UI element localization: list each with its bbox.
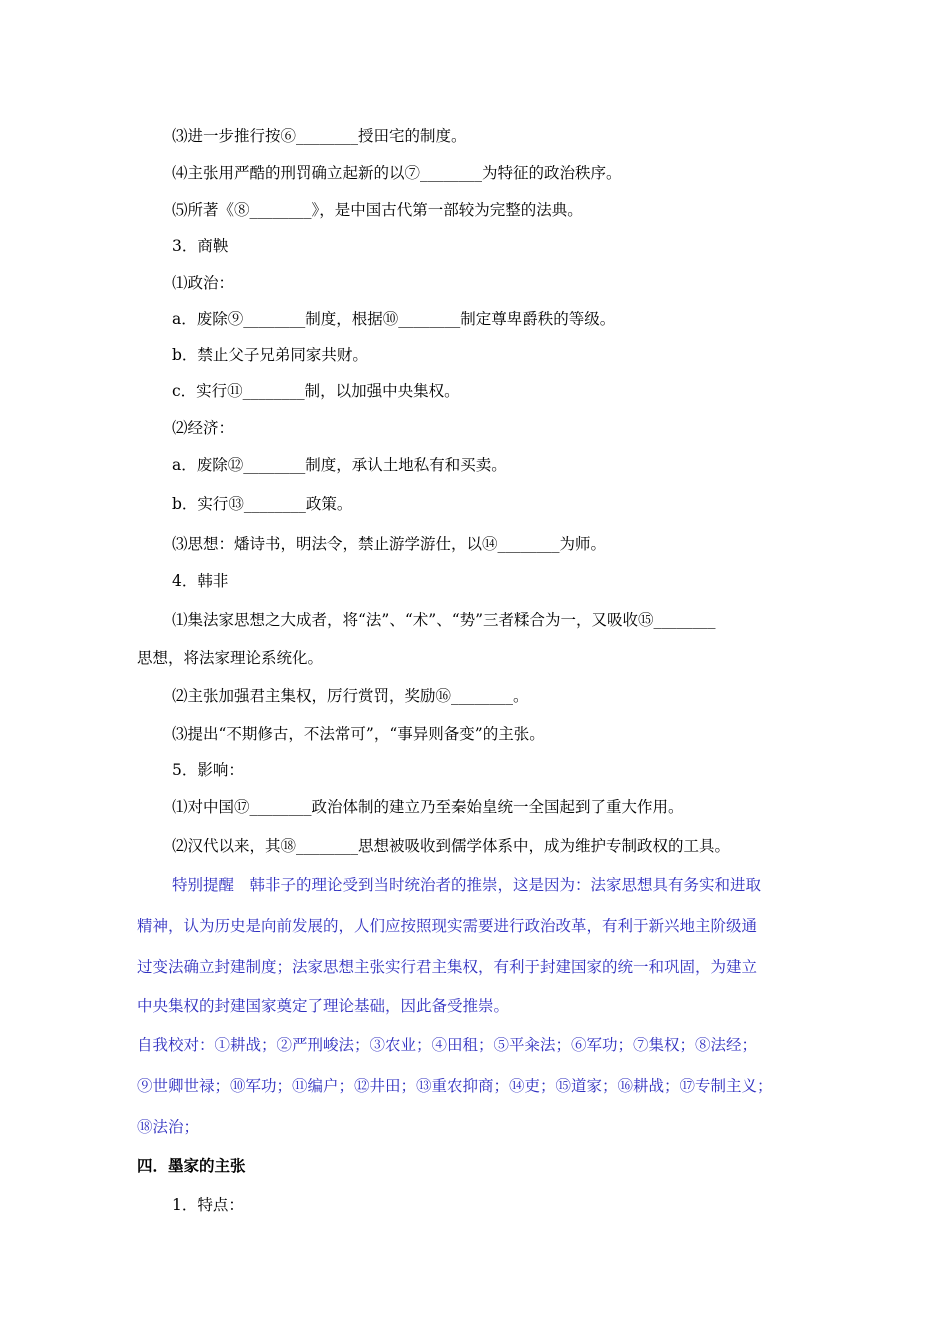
text-line: 思想，将法家理论系统化。 <box>137 649 324 667</box>
text-line: c．实行⑪________制，以加强中央集权。 <box>172 382 460 400</box>
text-line: a．废除⑨________制度，根据⑩________制定尊卑爵秩的等级。 <box>172 310 616 328</box>
text-line: b．禁止父子兄弟同家共财。 <box>172 346 368 364</box>
text-line: b．实行⑬________政策。 <box>172 495 353 513</box>
text-line: ⑶思想：燔诗书，明法令，禁止游学游仕，以⑭________为师。 <box>172 535 607 553</box>
tip-line: 过变法确立封建制度；法家思想主张实行君主集权，有利于封建国家的统一和巩固，为建立 <box>137 958 758 976</box>
text-line: a．废除⑫________制度，承认土地私有和买卖。 <box>172 456 507 474</box>
tip-line: 特别提醒 韩非子的理论受到当时统治者的推崇，这是因为：法家思想具有务实和进取 <box>172 876 762 894</box>
section-heading: 四．墨家的主张 <box>137 1157 246 1175</box>
text-line: ⑵主张加强君主集权，厉行赏罚，奖励⑯________。 <box>172 687 529 705</box>
text-line: ⑶提出“不期修古，不法常可”，“事异则备变”的主张。 <box>172 725 545 743</box>
tip-line: 精神，认为历史是向前发展的，人们应按照现实需要进行政治改革，有利于新兴地主阶级通 <box>137 917 758 935</box>
text-line: 1．特点： <box>172 1196 244 1214</box>
text-line: 5．影响： <box>172 761 244 779</box>
text-line: ⑴集法家思想之大成者，将“法”、“术”、“势”三者糅合为一，又吸收⑮________ <box>172 611 716 629</box>
answer-line: ⑱法治； <box>137 1118 200 1136</box>
text-line: 4．韩非 <box>172 572 229 590</box>
text-line: ⑴对中国⑰________政治体制的建立乃至秦始皇统一全国起到了重大作用。 <box>172 798 684 816</box>
answer-line: 自我校对：①耕战；②严刑峻法；③农业；④田租；⑤平籴法；⑥军功；⑦集权；⑧法经； <box>137 1036 758 1054</box>
text-line: ⑵经济： <box>172 419 235 437</box>
text-line: ⑴政治： <box>172 274 235 292</box>
tip-line: 中央集权的封建国家奠定了理论基础，因此备受推崇。 <box>137 997 510 1015</box>
text-line: ⑶进一步推行按⑥________授田宅的制度。 <box>172 127 467 145</box>
answer-line: ⑨世卿世禄；⑩军功；⑪编户；⑫井田；⑬重农抑商；⑭吏；⑮道家；⑯耕战；⑰专制主义； <box>137 1077 773 1095</box>
text-line: 3．商鞅 <box>172 237 229 255</box>
text-line: ⑵汉代以来，其⑱________思想被吸收到儒学体系中，成为维护专制政权的工具。 <box>172 837 731 855</box>
text-line: ⑸所著《⑧________》，是中国古代第一部较为完整的法典。 <box>172 201 583 219</box>
text-line: ⑷主张用严酷的刑罚确立起新的以⑦________为特征的政治秩序。 <box>172 164 622 182</box>
